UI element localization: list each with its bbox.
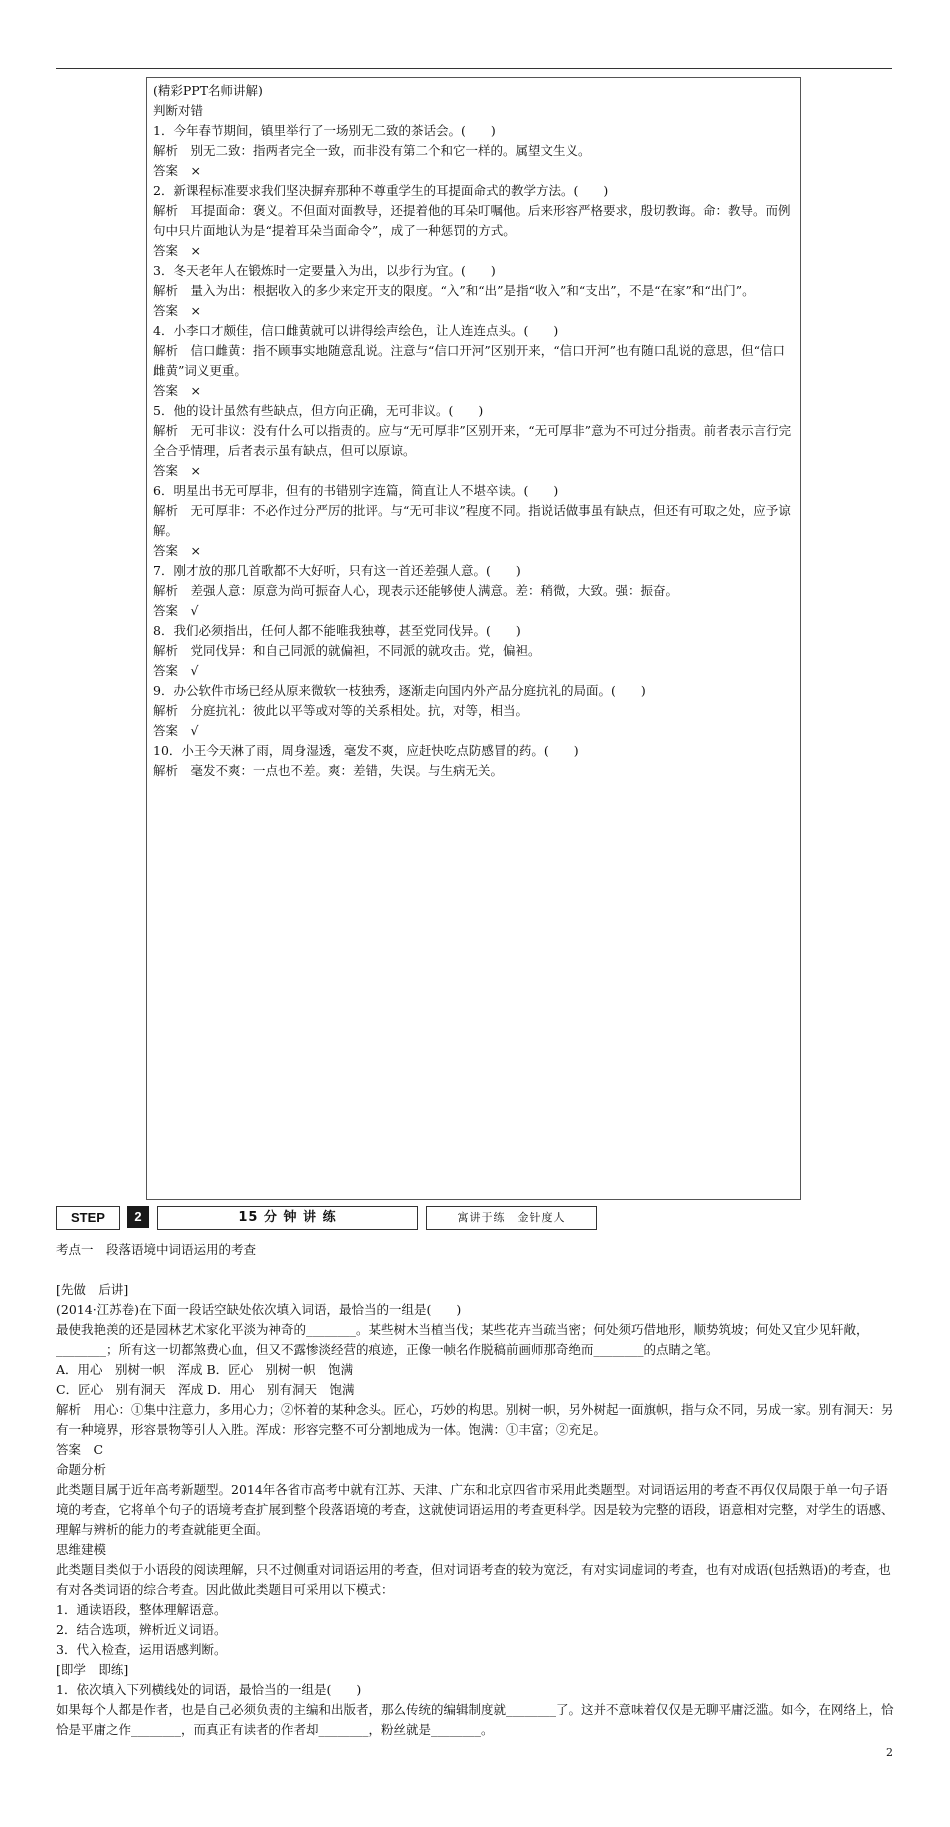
box-line: 解析 无可非议：没有什么可以指责的。应与“无可厚非”区别开来，“无可厚非”意为不可过分指责。前者表示言行完全合乎情理，后者表示虽有缺点，但可以原谅。: [153, 423, 792, 458]
lecture-box: [146, 77, 801, 1200]
step-motto: 寓讲于练 金针度人: [426, 1206, 597, 1230]
main-line: 命题分析: [56, 1462, 107, 1477]
box-line: 答案 ×: [153, 303, 201, 318]
main-line: 如果每个人都是作者，也是自己必须负责的主编和出版者，那么传统的编辑制度就________了。这并不意味着仅仅是无聊平庸泛滥。如今，在网络上，恰恰是平庸之作________，而真正有读者的作者却________，粉丝就是________。: [56, 1702, 894, 1737]
box-line: 8．我们必须指出，任何人都不能唯我独尊，甚至党同伐异。( ): [153, 623, 521, 638]
box-line: 解析 别无二致：指两者完全一致，而非没有第二个和它一样的。属望文生义。: [153, 143, 591, 158]
main-line: 2．结合选项，辨析近义词语。: [56, 1622, 227, 1637]
box-line: 答案 √: [153, 603, 199, 618]
box-line: 解析 信口雌黄：指不顾事实地随意乱说。注意与“信口开河”区别开来，“信口开河”也有随口乱说的意思，但“信口雌黄”词义更重。: [153, 343, 785, 378]
main-line: 1．通读语段，整体理解语意。: [56, 1602, 227, 1617]
box-line: 9．办公软件市场已经从原来微软一枝独秀，逐渐走向国内外产品分庭抗礼的局面。( ): [153, 683, 646, 698]
box-line: 答案 √: [153, 723, 199, 738]
box-line: 解析 量入为出：根据收入的多少来定开支的限度。“入”和“出”是指“收入”和“支出”，不是“在家”和“出门”。: [153, 283, 755, 298]
section-heading: 考点一 段落语境中词语运用的考查: [56, 1242, 257, 1257]
main-line: [先做 后讲]: [56, 1282, 129, 1297]
box-line: (精彩PPT名师讲解): [153, 83, 263, 98]
main-line: [即学 即练]: [56, 1662, 129, 1677]
main-line: A．用心 别树一帜 浑成 B．匠心 别树一帜 饱满: [56, 1362, 354, 1377]
box-line: 6．明星出书无可厚非，但有的书错别字连篇，简直让人不堪卒读。( ): [153, 483, 559, 498]
box-line: 答案 ×: [153, 383, 201, 398]
header-rule: [56, 68, 892, 69]
main-line: 此类题目属于近年高考新题型。2014年各省市高考中就有江苏、天津、广东和北京四省市采用此类题型。对词语运用的考查不再仅仅局限于单一句子语境的考查，它将单个句子的语境考查扩展到整个段落语境的考查，这就使词语运用的考查更科学。因是较为完整的语段，语意相对完整，对学生的语感、理解与辨析的能力的考查就能更全面。: [56, 1482, 894, 1537]
box-line: 解析 党同伐异：和自己同派的就偏袒，不同派的就攻击。党，偏袒。: [153, 643, 541, 658]
box-line: 1．今年春节期间，镇里举行了一场别无二致的茶话会。( ): [153, 123, 496, 138]
step-title: 15 分 钟 讲 练: [157, 1206, 418, 1230]
box-line: 4．小李口才颇佳，信口雌黄就可以讲得绘声绘色，让人连连点头。( ): [153, 323, 559, 338]
step-number: 2: [127, 1206, 149, 1228]
box-line: 解析 分庭抗礼：彼此以平等或对等的关系相处。抗，对等，相当。: [153, 703, 529, 718]
box-line: 解析 无可厚非：不必作过分严厉的批评。与“无可非议”程度不同。指说话做事虽有缺点，但还有可取之处，应予谅解。: [153, 503, 791, 538]
box-line: 解析 耳提面命：褒义。不但面对面教导，还提着他的耳朵叮嘱他。后来形容严格要求，殷切教诲。命：教导。而例句中只片面地认为是“提着耳朵当面命令”，成了一种惩罚的方式。: [153, 203, 791, 238]
main-line: C．匠心 别有洞天 浑成 D．用心 别有洞天 饱满: [56, 1382, 355, 1397]
main-line: 解析 用心：①集中注意力，多用心力；②怀着的某种念头。匠心，巧妙的构思。别树一帜，另外树起一面旗帜，指与众不同，另成一家。别有洞天：另有一种境界，形容景物等引人入胜。浑成：形容完整不可分割地成为一体。饱满：①丰富；②充足。: [56, 1402, 894, 1437]
box-line: 答案 ×: [153, 463, 201, 478]
page-number: 2: [886, 1746, 893, 1759]
box-line: 答案 ×: [153, 163, 201, 178]
main-line: 3．代入检查，运用语感判断。: [56, 1642, 227, 1657]
box-line: 答案 ×: [153, 243, 201, 258]
step-banner: [56, 1206, 601, 1230]
main-line: 此类题目类似于小语段的阅读理解，只不过侧重对词语运用的考查，但对词语考查的较为宽泛，有对实词虚词的考查，也有对成语(包括熟语)的考查，也有对各类词语的综合考查。因此做此类题目可采用以下模式：: [56, 1562, 891, 1597]
main-line: (2014·江苏卷)在下面一段话空缺处依次填入词语，最恰当的一组是( ): [56, 1302, 462, 1317]
box-line: 答案 √: [153, 663, 199, 678]
box-line: 10．小王今天淋了雨，周身湿透，毫发不爽，应赶快吃点防感冒的药。( ): [153, 743, 579, 758]
box-line: 3．冬天老年人在锻炼时一定要量入为出，以步行为宜。( ): [153, 263, 496, 278]
box-line: 7．刚才放的那几首歌都不大好听，只有这一首还差强人意。( ): [153, 563, 521, 578]
box-line: 判断对错: [153, 103, 204, 118]
box-line: 解析 毫发不爽：一点也不差。爽：差错，失误。与生病无关。: [153, 763, 504, 778]
lecture-box-content: [153, 81, 794, 781]
box-line: 2．新课程标准要求我们坚决摒弃那种不尊重学生的耳提面命式的教学方法。( ): [153, 183, 609, 198]
main-line: 1．依次填入下列横线处的词语，最恰当的一组是( ): [56, 1682, 362, 1697]
main-line: 最使我艳羡的还是园林艺术家化平淡为神奇的________。某些树木当植当伐；某些花卉当疏当密；何处须巧借地形，顺势筑坡；何处又宜少见轩敞，________；所有这一切都煞费心血，但又不露惨淡经营的痕迹，正像一帧名作脱稿前画师那奇绝而________的点睛之笔。: [56, 1322, 869, 1357]
main-line: 答案 C: [56, 1442, 104, 1457]
main-content: [56, 1240, 894, 1740]
box-line: 解析 差强人意：原意为尚可振奋人心，现表示还能够使人满意。差：稍微，大致。强：振奋。: [153, 583, 679, 598]
step-label: STEP: [56, 1206, 120, 1230]
main-line: 思维建模: [56, 1542, 107, 1557]
box-line: 答案 ×: [153, 543, 201, 558]
box-line: 5．他的设计虽然有些缺点，但方向正确，无可非议。( ): [153, 403, 484, 418]
